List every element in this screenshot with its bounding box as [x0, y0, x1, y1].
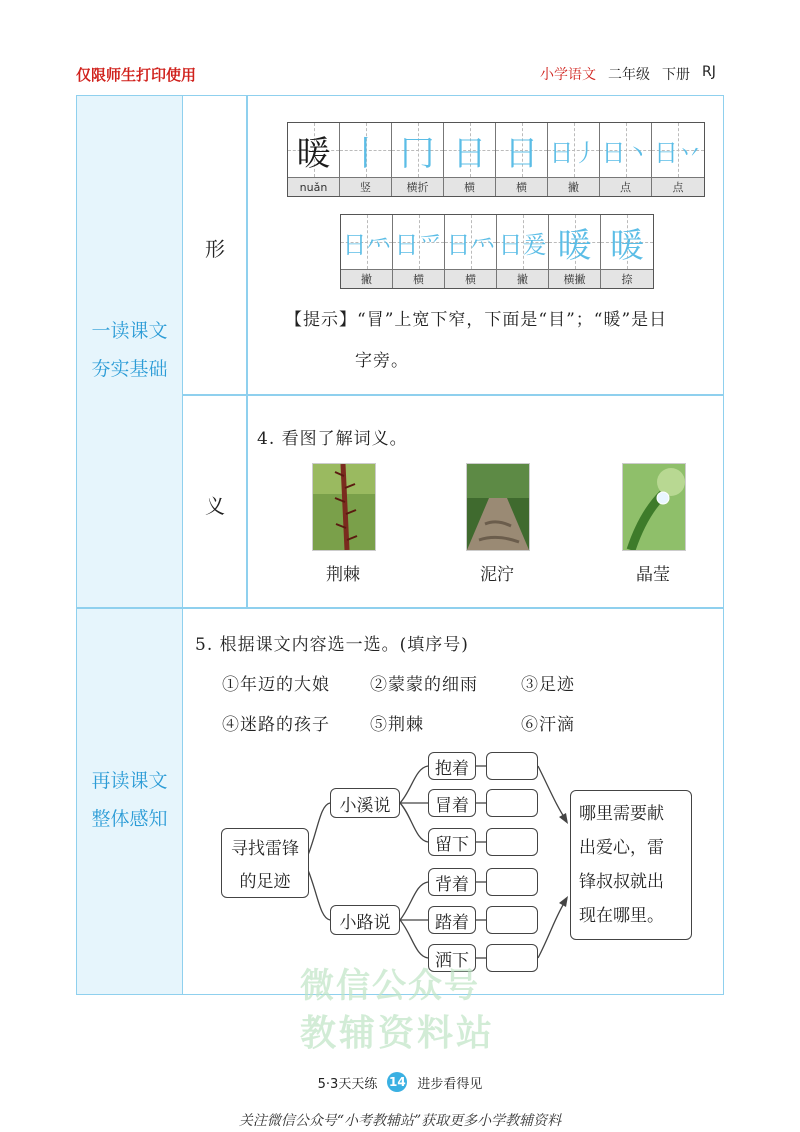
conclusion-line: 哪里需要献 — [579, 804, 664, 824]
section-label-line: 一读课文 — [91, 320, 168, 342]
verb-box: 留下 — [428, 828, 476, 856]
verb-box: 冒着 — [428, 789, 476, 817]
edition: RJ — [702, 64, 716, 80]
option: ④迷路的孩子 — [222, 715, 330, 735]
stroke-name: 点 — [600, 178, 651, 196]
stroke-glyph: 日⺤ — [446, 230, 495, 259]
stroke-glyph: 日丿 — [549, 138, 598, 167]
footer-slogan: 进步看得见 — [417, 1076, 483, 1092]
stroke-glyph: 丨 — [348, 133, 383, 174]
stroke-name: 横 — [496, 178, 547, 196]
term: 下册 — [662, 67, 690, 83]
branch-xiaoxi: 小溪说 — [330, 788, 400, 818]
answer-blank[interactable] — [486, 828, 538, 856]
stroke-glyph: 暖 — [557, 225, 592, 266]
section-label-line: 夯实基础 — [91, 358, 168, 380]
verb-box: 踏着 — [428, 906, 476, 934]
stroke-name: 撇 — [341, 270, 392, 288]
stroke-glyph: 日丶 — [601, 138, 650, 167]
branch-xiaolu: 小路说 — [330, 905, 400, 935]
hint-text-cont: 字旁。 — [355, 351, 409, 371]
stroke-glyph: 日丷 — [654, 138, 702, 167]
stroke-glyph: 日 — [504, 133, 539, 174]
grade: 二年级 — [608, 67, 650, 83]
stroke-name: 撇 — [497, 270, 548, 288]
section-label-line: 再读课文 — [91, 770, 168, 792]
stroke-glyph: 冂 — [400, 133, 435, 174]
sub-label-xing: 形 — [205, 237, 225, 261]
root-box — [221, 828, 309, 898]
section-label-line: 整体感知 — [91, 808, 168, 830]
stroke-glyph: 日爰 — [498, 230, 547, 259]
verb-box: 洒下 — [428, 944, 476, 972]
stroke-name: 横 — [393, 270, 444, 288]
root-line: 的足迹 — [239, 872, 291, 892]
stroke-name: 撇 — [548, 178, 599, 196]
answer-blank[interactable] — [486, 789, 538, 817]
option: ③足迹 — [521, 675, 575, 695]
root-line: 寻找雷锋 — [231, 839, 299, 859]
stroke-name: 横 — [445, 270, 496, 288]
stroke-name: 竖 — [340, 178, 391, 196]
word-caption: 荆棘 — [326, 565, 360, 585]
answer-blank[interactable] — [486, 868, 538, 896]
stroke-name: 横撇 — [549, 270, 600, 288]
stroke-glyph: 日⺤ — [342, 230, 391, 259]
answer-blank[interactable] — [486, 752, 538, 780]
answer-blank[interactable] — [486, 906, 538, 934]
option: ②蒙蒙的细雨 — [370, 675, 478, 695]
verb-box: 背着 — [428, 868, 476, 896]
bottom-notice: 关注微信公众号“小考教辅站”获取更多小学教辅资料 — [238, 1113, 562, 1129]
pinyin: nuǎn — [288, 178, 339, 196]
character: 暖 — [296, 133, 331, 174]
print-notice: 仅限师生打印使用 — [76, 66, 197, 84]
page-footer — [0, 1072, 800, 1092]
stroke-name: 横折 — [392, 178, 443, 196]
conclusion-box — [570, 790, 692, 940]
conclusion-line: 出爱心，雷 — [579, 838, 664, 858]
conclusion-line: 现在哪里。 — [579, 906, 664, 926]
stroke-name: 横 — [444, 178, 495, 196]
stroke-glyph: 日 — [452, 133, 487, 174]
hint-text: 【提示】“冒”上宽下窄，下面是“目”；“暖”是日 — [285, 310, 668, 330]
page-number: 14 — [387, 1072, 407, 1092]
question-4: 4. 看图了解词义。 — [257, 429, 408, 449]
stroke-glyph: 暖 — [610, 225, 644, 266]
word-caption: 泥泞 — [480, 565, 514, 585]
option: ①年迈的大娘 — [222, 675, 330, 695]
word-caption: 晶莹 — [636, 565, 670, 585]
question-5: 5. 根据课文内容选一选。(填序号) — [195, 635, 469, 655]
watermark-line2: 教辅资料站 — [300, 1013, 496, 1054]
verb-box: 抱着 — [428, 752, 476, 780]
watermark-line1: 微信公众号 — [300, 966, 480, 1006]
option: ⑤荆棘 — [370, 715, 424, 735]
stroke-glyph: 日爫 — [394, 230, 443, 259]
conclusion-line: 锋叔叔就出 — [579, 872, 664, 892]
footer-series: 5·3天天练 — [317, 1076, 378, 1092]
answer-blank[interactable] — [486, 944, 538, 972]
option: ⑥汗滴 — [521, 715, 575, 735]
sub-label-yi: 义 — [205, 494, 225, 518]
stroke-name: 点 — [652, 178, 704, 196]
stroke-name: 捺 — [601, 270, 653, 288]
subject: 小学语文 — [540, 67, 596, 83]
